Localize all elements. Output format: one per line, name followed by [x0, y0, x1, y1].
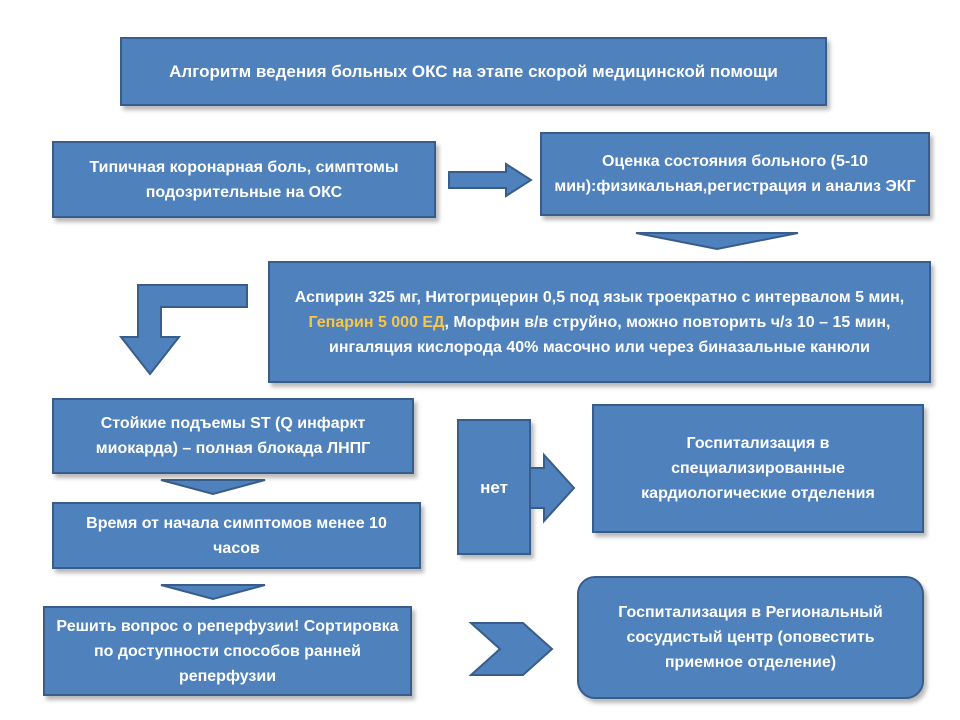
regional-center-text: Госпитализация в Региональный сосудистый центр (оповестить приемное отделение) [618, 604, 883, 671]
arrow-bent-down [117, 282, 252, 378]
no-box [457, 419, 531, 555]
chevron-arrow-right [468, 620, 556, 678]
arrow-right-1 [446, 162, 536, 198]
title-box [120, 37, 827, 106]
time-window-text: Время от начала симптомов менее 10 часов [86, 514, 387, 557]
st-elevation-text: Стойкие подъемы ST (Q инфаркт миокарда) – полная блокада ЛНПГ [95, 415, 371, 457]
arrow-down-2 [158, 477, 268, 497]
symptoms-box [52, 141, 436, 218]
cardiology-hosp-box [592, 404, 924, 533]
assessment-text: Оценка состояния больного (5-10 мин):физикальная,регистрация и анализ ЭКГ [554, 153, 916, 195]
symptoms-text: Типичная коронарная боль, симптомы подозрительные на ОКС [89, 158, 399, 201]
treatment-text-part2: , Морфин в/в струйно, можно повторить ч/з 10 – 15 мин, ингаляция кислорода 40% масочно или через биназальные канюли [329, 313, 891, 356]
regional-center-box [577, 576, 924, 699]
arrow-down-1 [633, 230, 801, 252]
no-label: нет [480, 477, 508, 497]
arrow-right-2 [528, 452, 578, 524]
treatment-box [268, 261, 931, 383]
time-window-box [52, 502, 421, 569]
assessment-box [540, 132, 930, 216]
st-elevation-box [52, 398, 414, 474]
heparin-highlight: Гепарин 5 000 ЕД [308, 313, 445, 331]
treatment-text-part1: Аспирин 325 мг, Нитогрицерин 0,5 под язык троекратно с интервалом 5 мин, [294, 288, 905, 306]
page-title: Алгоритм ведения больных ОКС на этапе скорой медицинской помощи [169, 61, 778, 81]
treatment-text [278, 285, 921, 360]
reperfusion-text: Решить вопрос о реперфузии! Сортировка по доступности способов ранней реперфузии [56, 617, 399, 685]
arrow-down-3 [158, 582, 268, 602]
reperfusion-box [43, 606, 412, 696]
cardiology-hosp-text: Госпитализация в специализированные кардиологические отделения [641, 435, 875, 502]
